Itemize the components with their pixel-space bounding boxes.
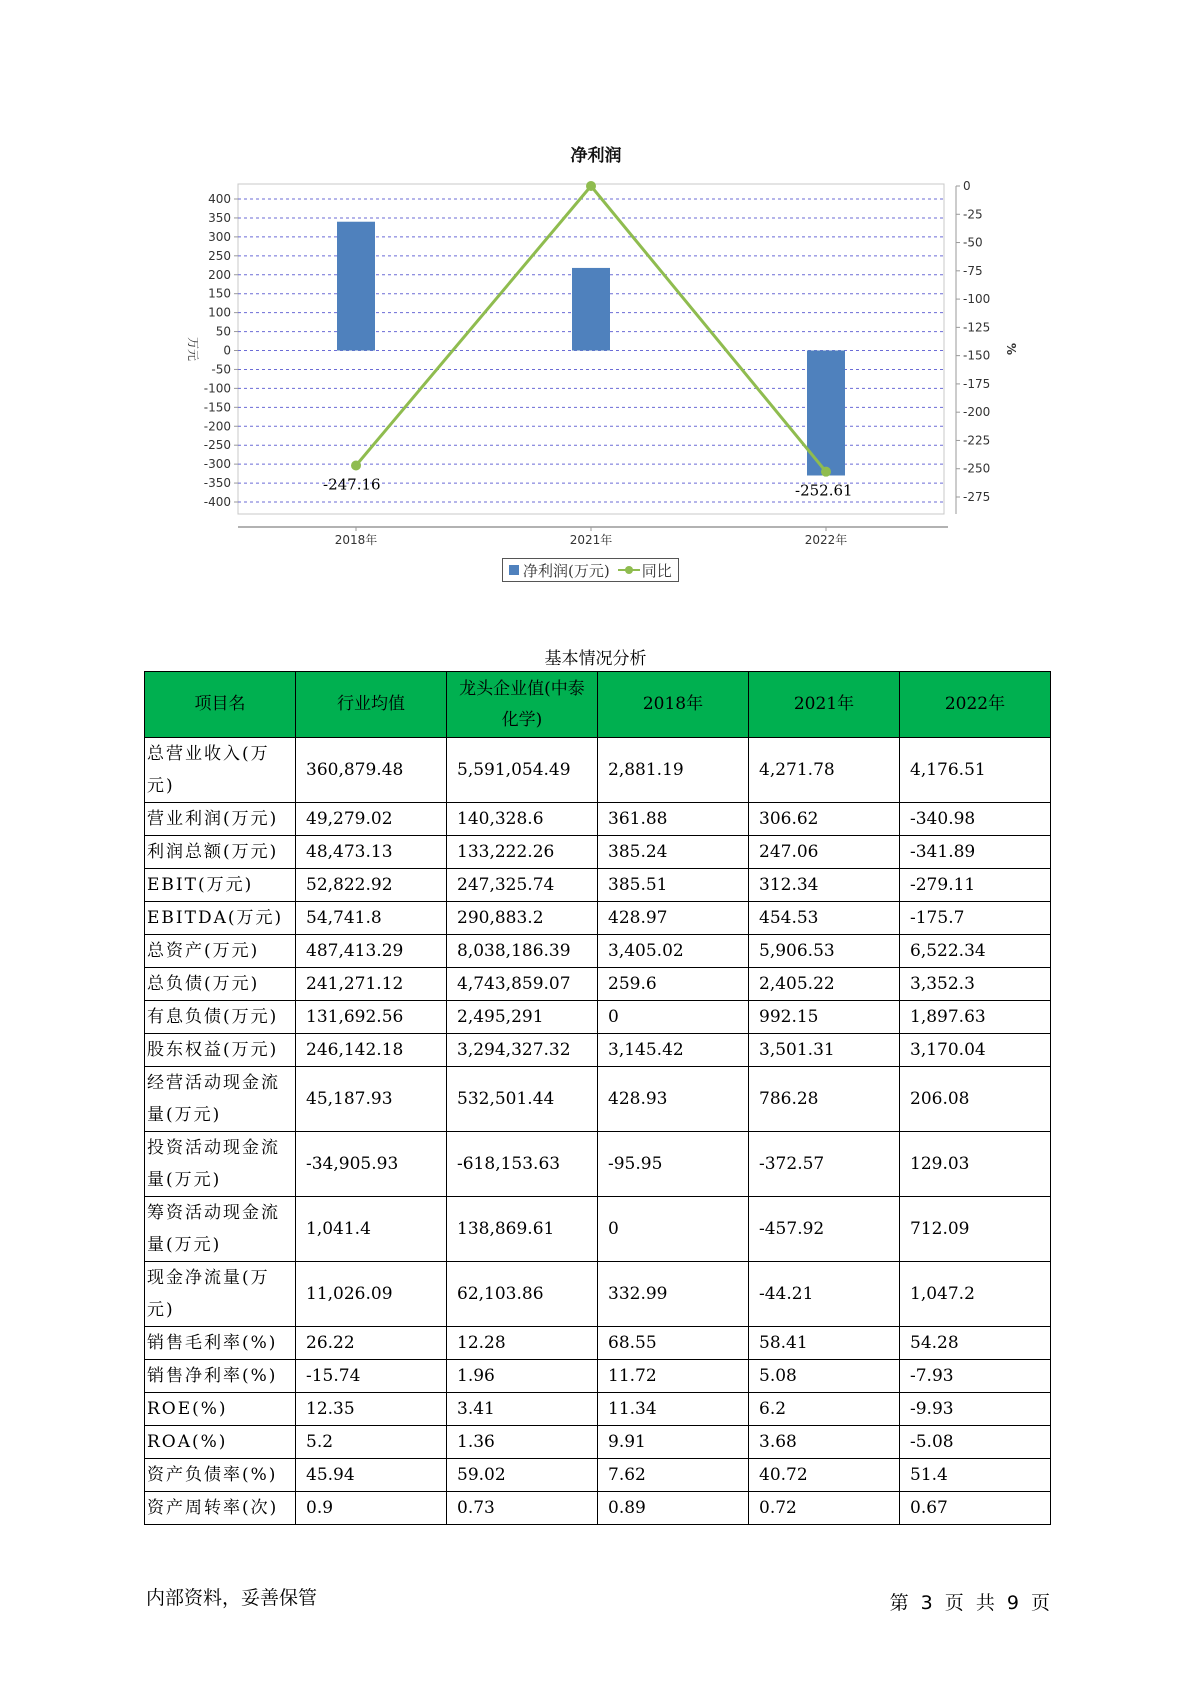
left-tick-label: -50	[211, 362, 231, 377]
table-row	[145, 968, 1051, 1001]
table-cell: 12.28	[447, 1327, 598, 1360]
table-row	[145, 935, 1051, 968]
table-cell: 3,170.04	[900, 1034, 1051, 1067]
yoy-data-label: -247.16	[323, 475, 381, 494]
right-tick-label: -200	[963, 405, 991, 420]
table-cell: 454.53	[749, 902, 900, 935]
row-label: 经营活动现金流量(万元)	[145, 1067, 296, 1132]
header-leader-value: 龙头企业值(中泰化学)	[447, 672, 598, 738]
table-cell: 0.67	[900, 1492, 1051, 1525]
table-cell: 0.72	[749, 1492, 900, 1525]
row-label: 股东权益(万元)	[145, 1034, 296, 1067]
row-label: EBITDA(万元)	[145, 902, 296, 935]
left-tick-label: -400	[203, 495, 231, 509]
x-tick-label: 2021年	[569, 533, 613, 547]
left-tick-label: -300	[203, 457, 231, 472]
table-cell: 0.73	[447, 1492, 598, 1525]
table-cell: 3,294,327.32	[447, 1034, 598, 1067]
table-row	[145, 1034, 1051, 1067]
row-label: 销售毛利率(%)	[145, 1327, 296, 1360]
left-tick-label: 50	[215, 324, 231, 339]
table-cell: 58.41	[749, 1327, 900, 1360]
table-cell: 312.34	[749, 869, 900, 902]
table-cell: 0	[598, 1001, 749, 1034]
table-body	[145, 738, 1051, 1525]
row-label: 资产负债率(%)	[145, 1459, 296, 1492]
table-cell: 62,103.86	[447, 1262, 598, 1327]
table-cell: 11.34	[598, 1393, 749, 1426]
left-tick-label: -250	[203, 438, 231, 453]
table-cell: 992.15	[749, 1001, 900, 1034]
table-cell: -95.95	[598, 1132, 749, 1197]
table-cell: 40.72	[749, 1459, 900, 1492]
table-cell: 1,041.4	[296, 1197, 447, 1262]
yoy-point	[586, 181, 596, 191]
basic-analysis-table	[144, 671, 1051, 1525]
x-tick-label: 2022年	[804, 533, 848, 547]
row-label: 营业利润(万元)	[145, 803, 296, 836]
left-tick-label: -350	[203, 476, 231, 491]
table-row	[145, 1132, 1051, 1197]
table-cell: 3,501.31	[749, 1034, 900, 1067]
table-cell: 1.36	[447, 1426, 598, 1459]
row-label: 投资活动现金流量(万元)	[145, 1132, 296, 1197]
left-tick-label: 150	[208, 286, 231, 301]
table-cell: 7.62	[598, 1459, 749, 1492]
table-row	[145, 1197, 1051, 1262]
table-cell: -618,153.63	[447, 1132, 598, 1197]
table-cell: 11.72	[598, 1360, 749, 1393]
yoy-data-label: -252.61	[795, 481, 853, 500]
table-header-row	[145, 672, 1051, 738]
table-cell: 6.2	[749, 1393, 900, 1426]
table-cell: 48,473.13	[296, 836, 447, 869]
header-industry-avg: 行业均值	[296, 672, 447, 738]
row-label: 总营业收入(万元)	[145, 738, 296, 803]
table-cell: -279.11	[900, 869, 1051, 902]
table-cell: 45,187.93	[296, 1067, 447, 1132]
table-cell: 786.28	[749, 1067, 900, 1132]
table-cell: 8,038,186.39	[447, 935, 598, 968]
table-cell: 385.24	[598, 836, 749, 869]
right-tick-label: -25	[963, 207, 983, 222]
row-label: 现金净流量(万元)	[145, 1262, 296, 1327]
table-cell: 9.91	[598, 1426, 749, 1459]
table-cell: 131,692.56	[296, 1001, 447, 1034]
yoy-point	[821, 467, 831, 477]
table-cell: -372.57	[749, 1132, 900, 1197]
table-cell: 0	[598, 1197, 749, 1262]
row-label: 利润总额(万元)	[145, 836, 296, 869]
table-cell: 54,741.8	[296, 902, 447, 935]
table-cell: -5.08	[900, 1426, 1051, 1459]
table-cell: 1,897.63	[900, 1001, 1051, 1034]
legend-label-line: 同比	[641, 561, 672, 580]
left-tick-label: 200	[208, 267, 231, 282]
table-cell: 385.51	[598, 869, 749, 902]
table-cell: 133,222.26	[447, 836, 598, 869]
bar-2021年	[572, 268, 610, 351]
table-cell: 361.88	[598, 803, 749, 836]
table-row	[145, 1459, 1051, 1492]
table-row	[145, 1262, 1051, 1327]
table-row	[145, 1393, 1051, 1426]
table-cell: 11,026.09	[296, 1262, 447, 1327]
table-cell: 428.97	[598, 902, 749, 935]
table-row	[145, 869, 1051, 902]
header-year-2021: 2021年	[749, 672, 900, 738]
left-tick-label: 300	[208, 229, 231, 244]
table-cell: 206.08	[900, 1067, 1051, 1132]
left-tick-label: 0	[223, 343, 231, 358]
table-cell: 532,501.44	[447, 1067, 598, 1132]
table-cell: 3.68	[749, 1426, 900, 1459]
table-cell: -457.92	[749, 1197, 900, 1262]
table-row	[145, 902, 1051, 935]
chart-title: 净利润	[570, 146, 622, 166]
table-cell: 5,591,054.49	[447, 738, 598, 803]
table-cell: 2,405.22	[749, 968, 900, 1001]
table-cell: 3,405.02	[598, 935, 749, 968]
table-row	[145, 1492, 1051, 1525]
row-label: 总资产(万元)	[145, 935, 296, 968]
header-item-name: 项目名	[145, 672, 296, 738]
right-tick-label: -275	[963, 490, 991, 504]
row-label: ROE(%)	[145, 1393, 296, 1426]
row-label: 资产周转率(次)	[145, 1492, 296, 1525]
table-cell: 49,279.02	[296, 803, 447, 836]
table-cell: -341.89	[900, 836, 1051, 869]
right-tick-label: -100	[963, 292, 991, 307]
right-tick-label: -250	[963, 461, 991, 476]
table-cell: 1.96	[447, 1360, 598, 1393]
table-row	[145, 1327, 1051, 1360]
table-cell: 428.93	[598, 1067, 749, 1132]
table-cell: 241,271.12	[296, 968, 447, 1001]
table-cell: 68.55	[598, 1327, 749, 1360]
table-cell: 129.03	[900, 1132, 1051, 1197]
row-label: 筹资活动现金流量(万元)	[145, 1197, 296, 1262]
right-tick-label: -225	[963, 433, 991, 448]
table-row	[145, 1067, 1051, 1132]
table-cell: 306.62	[749, 803, 900, 836]
right-axis-title: %	[1004, 342, 1018, 356]
table-cell: -44.21	[749, 1262, 900, 1327]
row-label: EBIT(万元)	[145, 869, 296, 902]
table-cell: 259.6	[598, 968, 749, 1001]
table-cell: 5,906.53	[749, 935, 900, 968]
footer-confidential-note: 内部资料，妥善保管	[146, 1587, 318, 1609]
right-tick-label: -50	[963, 235, 983, 250]
header-year-2022: 2022年	[900, 672, 1051, 738]
table-cell: 290,883.2	[447, 902, 598, 935]
right-tick-label: -150	[963, 348, 991, 363]
table-row	[145, 836, 1051, 869]
table-cell: 59.02	[447, 1459, 598, 1492]
table-cell: 3.41	[447, 1393, 598, 1426]
table-cell: -15.74	[296, 1360, 447, 1393]
left-axis-title: 万元	[186, 336, 200, 362]
chart-canvas	[0, 0, 1191, 560]
left-tick-label: -200	[203, 419, 231, 434]
table-cell: 5.2	[296, 1426, 447, 1459]
table-cell: 140,328.6	[447, 803, 598, 836]
right-tick-label: -175	[963, 376, 991, 391]
x-tick-label: 2018年	[334, 533, 378, 547]
table-cell: -9.93	[900, 1393, 1051, 1426]
table-row	[145, 1360, 1051, 1393]
legend-line-swatch	[618, 565, 640, 575]
table-cell: 487,413.29	[296, 935, 447, 968]
table-cell: 3,145.42	[598, 1034, 749, 1067]
table-row	[145, 803, 1051, 836]
row-label: 销售净利率(%)	[145, 1360, 296, 1393]
row-label: ROA(%)	[145, 1426, 296, 1459]
table-cell: 4,176.51	[900, 738, 1051, 803]
yoy-point	[351, 461, 361, 471]
table-cell: 2,495,291	[447, 1001, 598, 1034]
table-cell: 247,325.74	[447, 869, 598, 902]
legend-label-bar: 净利润(万元)	[523, 561, 610, 580]
right-tick-label: -125	[963, 320, 991, 335]
legend-bar-swatch	[509, 565, 519, 575]
net-profit-chart	[0, 0, 1191, 610]
left-tick-label: 350	[208, 210, 231, 225]
table-cell: 0.9	[296, 1492, 447, 1525]
table-cell: 5.08	[749, 1360, 900, 1393]
right-tick-label: 0	[963, 179, 971, 193]
table-cell: 0.89	[598, 1492, 749, 1525]
left-tick-label: 100	[208, 305, 231, 320]
table-cell: 360,879.48	[296, 738, 447, 803]
table-cell: -340.98	[900, 803, 1051, 836]
right-tick-label: -75	[963, 263, 983, 278]
header-year-2018: 2018年	[598, 672, 749, 738]
table-row	[145, 1001, 1051, 1034]
table-cell: 4,271.78	[749, 738, 900, 803]
table-row	[145, 738, 1051, 803]
table-cell: 2,881.19	[598, 738, 749, 803]
bar-2018年	[337, 222, 375, 351]
table-cell: 138,869.61	[447, 1197, 598, 1262]
table-cell: -7.93	[900, 1360, 1051, 1393]
table-row	[145, 1426, 1051, 1459]
table-cell: 246,142.18	[296, 1034, 447, 1067]
table-cell: 1,047.2	[900, 1262, 1051, 1327]
table-caption: 基本情况分析	[544, 649, 647, 669]
table-cell: 3,352.3	[900, 968, 1051, 1001]
table-cell: 332.99	[598, 1262, 749, 1327]
table-cell: 51.4	[900, 1459, 1051, 1492]
left-tick-label: -150	[203, 400, 231, 415]
table-cell: -34,905.93	[296, 1132, 447, 1197]
table-cell: 45.94	[296, 1459, 447, 1492]
table-cell: 4,743,859.07	[447, 968, 598, 1001]
chart-legend	[502, 558, 679, 582]
table-cell: -175.7	[900, 902, 1051, 935]
table-cell: 26.22	[296, 1327, 447, 1360]
footer-page-number: 第 3 页 共 9 页	[889, 1592, 1050, 1614]
row-label: 总负债(万元)	[145, 968, 296, 1001]
row-label: 有息负债(万元)	[145, 1001, 296, 1034]
left-tick-label: 250	[208, 248, 231, 263]
table-cell: 6,522.34	[900, 935, 1051, 968]
table-cell: 247.06	[749, 836, 900, 869]
table-cell: 54.28	[900, 1327, 1051, 1360]
left-tick-label: 400	[208, 192, 231, 206]
left-tick-label: -100	[203, 381, 231, 396]
table-cell: 52,822.92	[296, 869, 447, 902]
table-cell: 12.35	[296, 1393, 447, 1426]
table-cell: 712.09	[900, 1197, 1051, 1262]
